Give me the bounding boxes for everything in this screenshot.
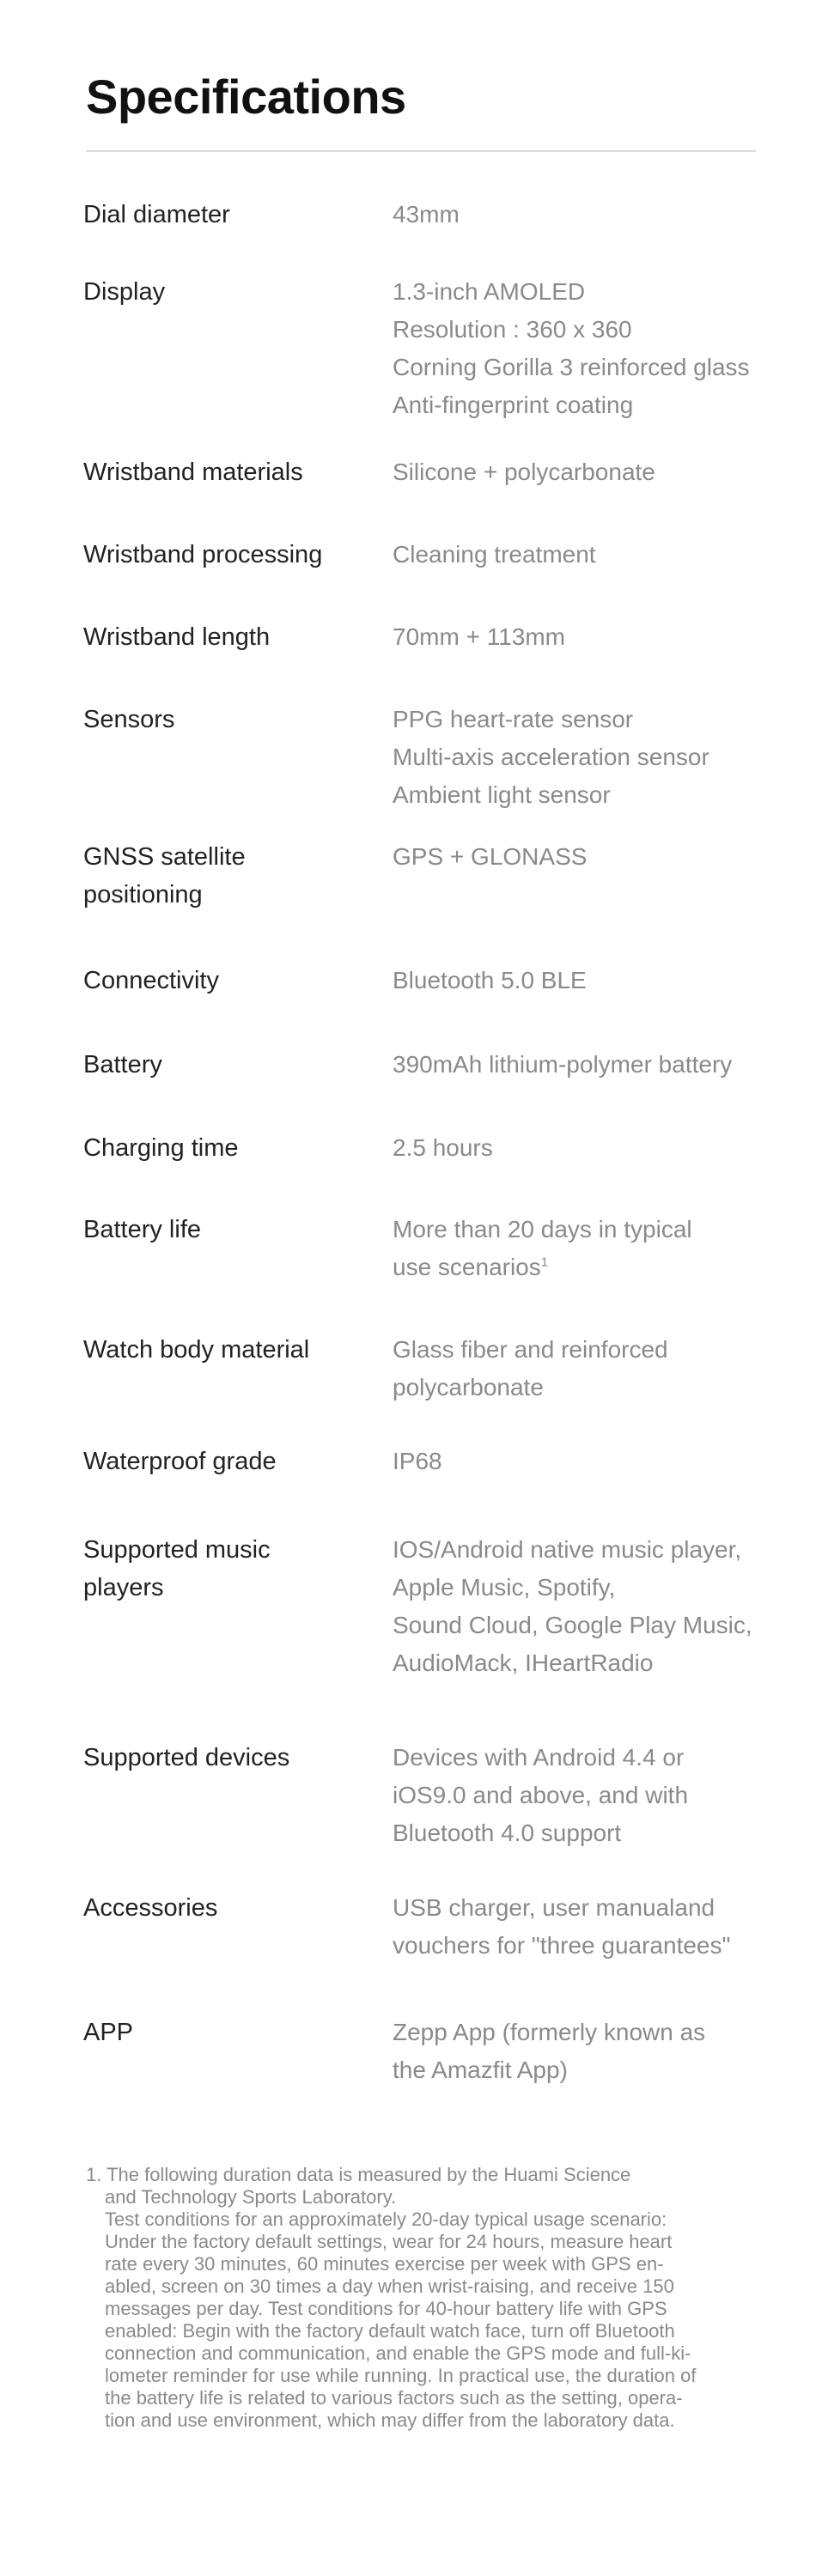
- spec-value-text: Apple Music, Spotify,: [393, 1574, 616, 1601]
- spec-label-line: Wristband processing: [83, 541, 323, 568]
- spec-label: [83, 1889, 367, 1927]
- spec-value-line: [393, 618, 788, 656]
- spec-value-line: [393, 1644, 788, 1682]
- footnote-line: Test conditions for an approximately 20-day typical usage scenario:: [105, 2208, 667, 2230]
- spec-label: [83, 1046, 367, 1084]
- spec-label: [83, 2014, 367, 2051]
- footnote-line: and Technology Sports Laboratory.: [105, 2186, 397, 2208]
- spec-label-line: Accessories: [83, 1894, 218, 1922]
- spec-value-text: 70mm + 113mm: [393, 623, 565, 650]
- spec-label-line: Battery life: [83, 1216, 201, 1243]
- spec-label: [83, 196, 367, 234]
- spec-value: [393, 701, 788, 814]
- spec-value-text: vouchers for "three guarantees": [393, 1932, 731, 1959]
- spec-value-text: 43mm: [393, 201, 460, 228]
- footnote-marker: 1: [540, 1255, 549, 1270]
- spec-value-line: [393, 1046, 788, 1084]
- spec-value-line: [393, 311, 788, 349]
- spec-label-line: Wristband materials: [83, 459, 303, 486]
- spec-value-line: [393, 738, 788, 776]
- spec-value: [393, 1331, 788, 1406]
- spec-value-line: [393, 386, 788, 424]
- spec-value: [393, 2014, 788, 2089]
- spec-label-line: players: [83, 1574, 164, 1601]
- spec-value-line: [393, 701, 788, 738]
- spec-value: [393, 1531, 788, 1682]
- spec-label: [83, 1129, 367, 1167]
- page-title: Specifications: [86, 70, 406, 124]
- spec-value-line: [393, 1607, 788, 1644]
- footnote-line: lometer reminder for use while running. In practical use, the duration of: [105, 2365, 697, 2386]
- spec-value: [393, 1046, 788, 1084]
- spec-value-text: IP68: [393, 1448, 442, 1474]
- footnote: [86, 2164, 764, 2432]
- spec-value-line: [393, 1739, 788, 1777]
- spec-value-text: More than 20 days in typical: [393, 1216, 692, 1242]
- spec-value-text: PPG heart-rate sensor: [393, 706, 634, 732]
- spec-value-text: Resolution : 360 x 360: [393, 316, 632, 343]
- spec-value-line: [393, 2051, 788, 2089]
- spec-value-line: [393, 536, 788, 574]
- spec-value-text: 1.3-inch AMOLED: [393, 278, 586, 305]
- spec-label: [83, 273, 367, 311]
- spec-value-text: Bluetooth 5.0 BLE: [393, 967, 587, 993]
- spec-value-line: [393, 453, 788, 491]
- spec-label: [83, 962, 367, 999]
- spec-value-line: [393, 2014, 788, 2051]
- footnote-line: rate every 30 minutes, 60 minutes exercise per week with GPS en-: [105, 2253, 664, 2275]
- spec-value-text: Multi-axis acceleration sensor: [393, 744, 709, 770]
- spec-label: [83, 618, 367, 656]
- spec-value-line: [393, 776, 788, 814]
- spec-value-line: [393, 838, 788, 876]
- spec-value-text: Silicone + polycarbonate: [393, 459, 655, 485]
- footnote-line: abled, screen on 30 times a day when wrist-raising, and receive 150: [105, 2275, 674, 2297]
- spec-value-text: polycarbonate: [393, 1374, 544, 1400]
- spec-label-line: Watch body material: [83, 1336, 310, 1364]
- spec-value-line: [393, 1331, 788, 1369]
- spec-label-line: Battery: [83, 1051, 162, 1078]
- spec-value-text: use scenarios: [393, 1254, 541, 1280]
- spec-value-text: Corning Gorilla 3 reinforced glass: [393, 354, 750, 380]
- spec-value-text: Sound Cloud, Google Play Music,: [393, 1612, 752, 1638]
- spec-value-text: the Amazfit App): [393, 2057, 568, 2083]
- spec-label: [83, 1211, 367, 1249]
- spec-value: [393, 273, 788, 424]
- spec-value-text: AudioMack, IHeartRadio: [393, 1649, 654, 1676]
- spec-label-line: Supported devices: [83, 1744, 290, 1771]
- spec-value-line: [393, 962, 788, 999]
- spec-value-text: Devices with Android 4.4 or: [393, 1744, 685, 1771]
- spec-label: [83, 1443, 367, 1480]
- spec-value-line: [393, 1443, 788, 1480]
- spec-label-line: Wristband length: [83, 623, 271, 651]
- spec-value-text: USB charger, user manualand: [393, 1894, 715, 1921]
- spec-value-line: [393, 1211, 788, 1249]
- spec-value-text: Bluetooth 4.0 support: [393, 1820, 622, 1846]
- spec-value-line: [393, 196, 788, 234]
- spec-value-text: Glass fiber and reinforced: [393, 1336, 668, 1363]
- spec-label: [83, 1331, 367, 1369]
- spec-value: [393, 453, 788, 491]
- spec-value: [393, 196, 788, 234]
- spec-value-line: [393, 1777, 788, 1814]
- spec-value-text: Anti-fingerprint coating: [393, 392, 634, 418]
- spec-value: [393, 1443, 788, 1480]
- spec-value: [393, 1739, 788, 1852]
- spec-label-line: Sensors: [83, 706, 175, 733]
- spec-value-text: Zepp App (formerly known as: [393, 2019, 706, 2045]
- spec-label-line: Charging time: [83, 1134, 239, 1162]
- spec-value: [393, 536, 788, 574]
- spec-value-text: Cleaning treatment: [393, 541, 596, 568]
- spec-label-line: Display: [83, 278, 166, 306]
- spec-label: [83, 1531, 367, 1607]
- spec-label: [83, 536, 367, 574]
- spec-label-line: Connectivity: [83, 967, 219, 994]
- footnote-line: 1. The following duration data is measured by the Huami Science: [86, 2164, 631, 2185]
- spec-label-line: APP: [83, 2019, 134, 2046]
- spec-value-text: Ambient light sensor: [393, 781, 611, 808]
- spec-value: [393, 618, 788, 656]
- spec-label-line: GNSS satellite: [83, 843, 246, 871]
- spec-value: [393, 1129, 788, 1167]
- spec-label-line: Waterproof grade: [83, 1448, 277, 1475]
- footnote-line: Under the factory default settings, wear for 24 hours, measure heart: [105, 2231, 673, 2252]
- spec-value: [393, 838, 788, 876]
- spec-value-text: GPS + GLONASS: [393, 843, 588, 870]
- spec-value: [393, 1889, 788, 1965]
- spec-value: [393, 1211, 788, 1286]
- spec-label: [83, 453, 367, 491]
- spec-label-line: Dial diameter: [83, 201, 230, 228]
- spec-value-text: 2.5 hours: [393, 1134, 493, 1161]
- spec-value-line: [393, 1249, 788, 1286]
- spec-label: [83, 838, 367, 914]
- footnote-line: messages per day. Test conditions for 40-hour battery life with GPS: [105, 2298, 667, 2319]
- spec-value: [393, 962, 788, 999]
- spec-value-line: [393, 1569, 788, 1607]
- footnote-line: connection and communication, and enable the GPS mode and full-ki-: [105, 2342, 691, 2364]
- spec-value-line: [393, 1927, 788, 1965]
- spec-label-line: positioning: [83, 881, 203, 908]
- spec-label: [83, 1739, 367, 1777]
- spec-value-text: IOS/Android native music player,: [393, 1536, 742, 1563]
- title-divider: [86, 150, 756, 152]
- spec-value-line: [393, 273, 788, 311]
- spec-value-text: iOS9.0 and above, and with: [393, 1782, 689, 1808]
- spec-value-line: [393, 1814, 788, 1852]
- spec-value-text: 390mAh lithium-polymer battery: [393, 1051, 733, 1078]
- footnote-line: the battery life is related to various factors such as the setting, opera-: [105, 2387, 683, 2409]
- spec-label-line: Supported music: [83, 1536, 271, 1564]
- spec-value-line: [393, 1889, 788, 1927]
- footnote-line: enabled: Begin with the factory default watch face, turn off Bluetooth: [105, 2320, 675, 2342]
- spec-value-line: [393, 1531, 788, 1569]
- spec-value-line: [393, 1369, 788, 1406]
- spec-value-line: [393, 1129, 788, 1167]
- spec-value-line: [393, 349, 788, 386]
- footnote-line: tion and use environment, which may differ from the laboratory data.: [105, 2409, 675, 2431]
- spec-label: [83, 701, 367, 738]
